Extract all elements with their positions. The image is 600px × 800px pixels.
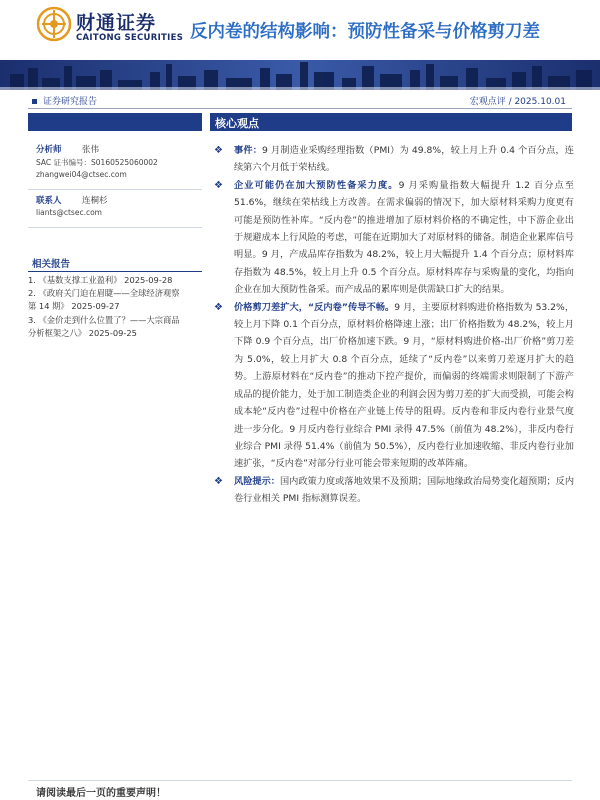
related-report-item[interactable]: 分析框架之八》 2025-09-25 bbox=[28, 327, 137, 338]
related-reports-list bbox=[28, 274, 204, 340]
related-report-item[interactable]: 2. 《政府关门迫在眉睫——全球经济观察 bbox=[28, 288, 180, 299]
diamond-bullet-icon: ❖ bbox=[214, 475, 223, 487]
related-report-item[interactable]: 第 14 期》 2025-09-27 bbox=[28, 301, 120, 312]
footer-divider bbox=[28, 780, 572, 781]
report-category-text: 证券研究报告 bbox=[43, 97, 98, 107]
divider bbox=[28, 227, 202, 228]
logo-emblem-icon bbox=[36, 6, 72, 42]
core-point-keyword: 风险提示： bbox=[234, 475, 280, 487]
core-point-text: 9 月，主要原材料购进价格指数为 53.2%，较上月下降 0.1 个百分点，原材料价格降速上涨；出厂价格指数为 48.2%，较上月下降 0.9 个百分点，出厂价格加速下跌。9 月，“原材料购进价格-出厂价格”剪刀差为 5.0%，较上月扩大 0.8 个百分点，延续了“反内卷”以来剪刀差逐月扩大的趋势。上游原材料在“反内卷”的推动下控产提价，而偏弱的终端需求则限制了下游产成品的提价能力，处于加工制造类企业的利润会因为剪刀差的扩大而受损，可能会构成本轮“反内卷”过程中价格在产业链上传导的阻碍。反内卷和非反内卷行业景气度进一步分化。9 月反内卷行业综合 PMI 录得 47.5%（前值为 48.2%），非反内卷行业综合 PMI 录得 51.4%（前值为 50.5%），反内卷行业加速收缩、非反内卷行业加速扩张，“反内卷”对部分行业可能会带来短期的改革阵痛。 bbox=[234, 301, 575, 470]
report-type-date: 宏观点评 / 2025.10.01 bbox=[469, 97, 566, 107]
diamond-bullet-icon: ❖ bbox=[214, 301, 223, 313]
related-reports-title: 相关报告 bbox=[28, 256, 202, 272]
report-subheader bbox=[28, 91, 572, 109]
diamond-bullet-icon: ❖ bbox=[214, 145, 223, 156]
report-title: 反内卷的结构影响：预防性备采与价格剪刀差 bbox=[190, 22, 540, 42]
skyline-image bbox=[0, 60, 600, 90]
core-point-keyword: 事件： bbox=[234, 145, 263, 156]
contact-email[interactable]: liants@ctsec.com bbox=[36, 208, 102, 217]
divider bbox=[28, 189, 202, 190]
sidebar-header-bar bbox=[28, 113, 202, 131]
core-point bbox=[214, 142, 574, 177]
analyst-cert: SAC 证书编号：S0160525060002 bbox=[36, 158, 158, 167]
core-point-text: 9 月采购量指数大幅提升 1.2 百分点至 51.6%，继续在荣枯线上方改善。在需求偏弱的情况下，加大原材料采购力度更有可能是预防性补库。“反内卷”的推进增加了原材料价格的不确定性，中下游企业出于规避成本上行风险的考虑，可能在近期加大了对原材料的储备。制造企业累库信号明显。9 月，产成品库存指数为 48.2%，较上月大幅提升 1.4 个百分点；原材料库存指数为 48.5%，较上月上升 0.5 个百分点。原材料库存与采购量的变化，均指向企业在加大预防性备采。而产成品的累库则是供需缺口扩大的结果。 bbox=[234, 179, 574, 296]
report-category bbox=[32, 94, 97, 107]
diamond-bullet-icon: ❖ bbox=[214, 179, 223, 191]
core-point-keyword: 企业可能仍在加大预防性备采力度。 bbox=[234, 179, 399, 191]
core-views-body bbox=[214, 142, 574, 508]
core-point bbox=[214, 473, 574, 508]
analyst-name: 张伟 bbox=[82, 145, 100, 155]
core-views-header bbox=[210, 113, 572, 131]
square-bullet-icon bbox=[32, 99, 37, 104]
core-point-text: 9 月制造业采购经理指数（PMI）为 49.8%，较上月上升 0.4 个百分点，连续第六个月低于荣枯线。 bbox=[234, 145, 574, 174]
contact-name: 连桐杉 bbox=[82, 196, 108, 206]
contact-role: 联系人 bbox=[36, 196, 62, 206]
core-point bbox=[214, 177, 574, 299]
logo-text-cn: 财通证券 bbox=[76, 12, 157, 34]
footer-disclaimer: 请阅读最后一页的重要声明！ bbox=[36, 788, 166, 799]
related-report-item[interactable]: 3. 《金价走到什么位置了？——大宗商品 bbox=[28, 314, 180, 325]
analyst-email[interactable]: zhangwei04@ctsec.com bbox=[36, 170, 127, 179]
core-point-keyword: 价格剪刀差扩大，“反内卷”传导不畅。 bbox=[234, 301, 395, 313]
core-point bbox=[214, 299, 574, 473]
city-skyline-banner bbox=[0, 60, 600, 90]
logo-text-en: CAITONG SECURITIES bbox=[76, 33, 184, 43]
related-report-item[interactable]: 1. 《基数支撑工业盈利》 2025-09-28 bbox=[28, 275, 173, 285]
company-logo bbox=[36, 6, 184, 50]
core-point-text: 国内政策力度或落地效果不及预期；国际地缘政治局势变化超预期；反内卷行业相关 PMI 指标测算误差。 bbox=[234, 475, 575, 505]
core-views-title: 核心观点 bbox=[215, 117, 259, 130]
analyst-role: 分析师 bbox=[36, 145, 62, 155]
report-header bbox=[0, 0, 600, 58]
contact-block bbox=[36, 194, 206, 222]
analyst-block bbox=[36, 143, 206, 185]
